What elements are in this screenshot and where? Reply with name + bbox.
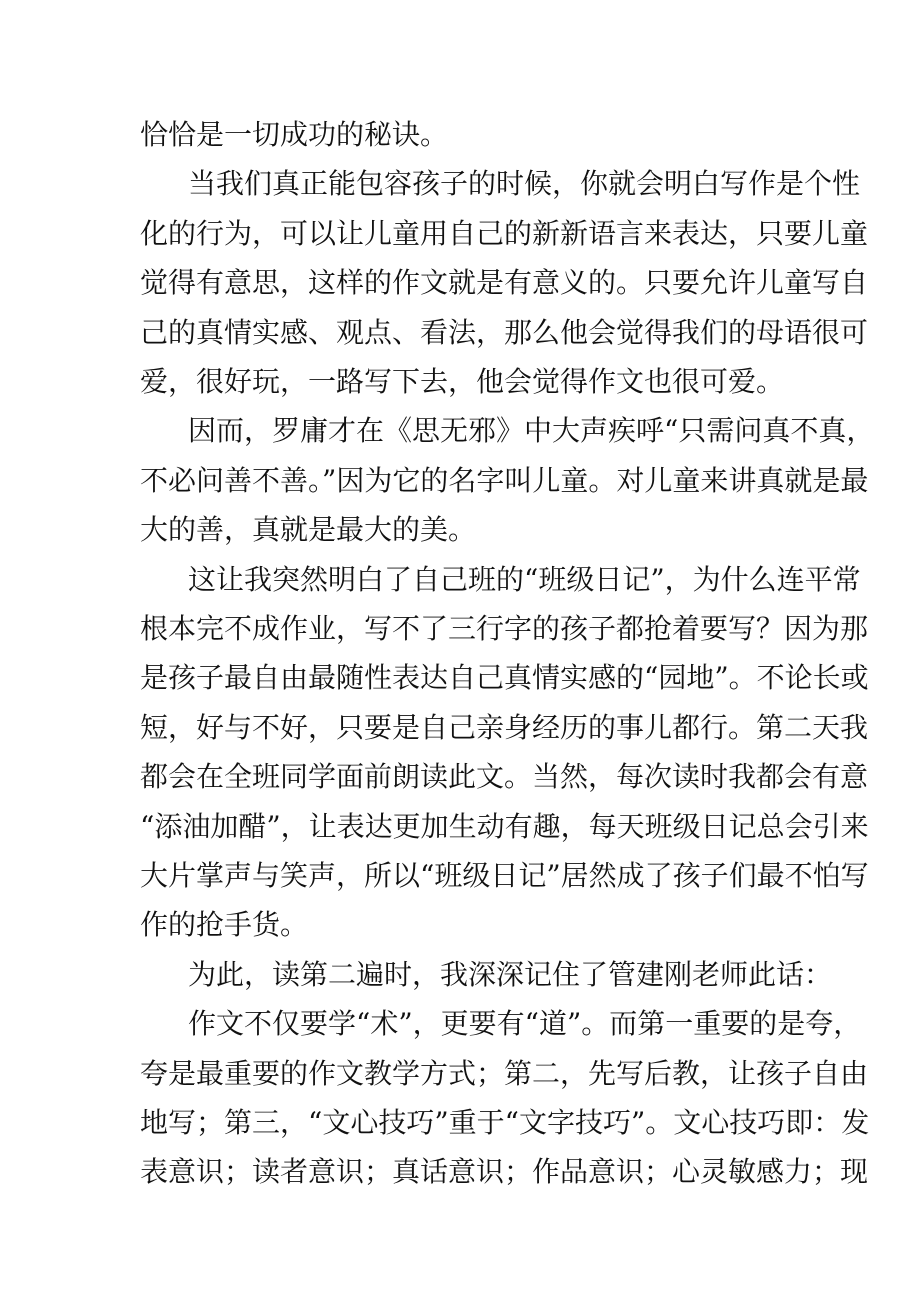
text-line: 表意识；读者意识；真话意识；作品意识；心灵敏感力；现 <box>140 1155 869 1188</box>
text-line: 化的行为，可以让儿童用自己的新新语言来表达，只要儿童 <box>140 217 869 250</box>
text-line: 觉得有意思，这样的作文就是有意义的。只要允许儿童写自 <box>140 266 869 299</box>
text-line: 己的真情实感、观点、看法，那么他会觉得我们的母语很可 <box>140 316 869 349</box>
text-line: 是孩子最自由最随性表达自己真情实感的“园地”。不论长或 <box>140 661 869 694</box>
text-line: 作的抢手货。 <box>140 908 309 941</box>
paragraph-start-line: 为此，读第二遍时，我深深记住了管建刚老师此话： <box>188 958 833 991</box>
text-line: 大的善，真就是最大的美。 <box>140 513 477 546</box>
text-line: 不必问善不善。”因为它的名字叫儿童。对儿童来讲真就是最 <box>140 464 869 497</box>
text-line: 夸是最重要的作文教学方式；第二，先写后教，让孩子自由 <box>140 1057 869 1090</box>
text-line: 恰恰是一切成功的秘诀。 <box>140 118 449 151</box>
text-line: 爱，很好玩，一路写下去，他会觉得作文也很可爱。 <box>140 365 785 398</box>
text-line: 都会在全班同学面前朗读此文。当然，每次读时我都会有意 <box>140 760 869 793</box>
paragraph-start-line: 当我们真正能包容孩子的时候，你就会明白写作是个性 <box>188 167 861 200</box>
text-line: “添油加醋”，让表达更加生动有趣，每天班级日记总会引来 <box>140 810 869 843</box>
text-line: 根本完不成作业，写不了三行字的孩子都抢着要写？因为那 <box>140 612 869 645</box>
paragraph-start-line: 这让我突然明白了自己班的“班级日记”，为什么连平常 <box>188 563 861 596</box>
paragraph-start-line: 作文不仅要学“术”，更要有“道”。而第一重要的是夸， <box>188 1007 862 1040</box>
text-line: 短，好与不好，只要是自己亲身经历的事儿都行。第二天我 <box>140 711 869 744</box>
text-line: 大片掌声与笑声，所以“班级日记”居然成了孩子们最不怕写 <box>140 859 869 892</box>
text-line: 地写；第三，“文心技巧”重于“文字技巧”。文心技巧即：发 <box>140 1106 870 1139</box>
paragraph-start-line: 因而，罗庸才在《思无邪》中大声疾呼“只需问真不真， <box>188 414 875 447</box>
